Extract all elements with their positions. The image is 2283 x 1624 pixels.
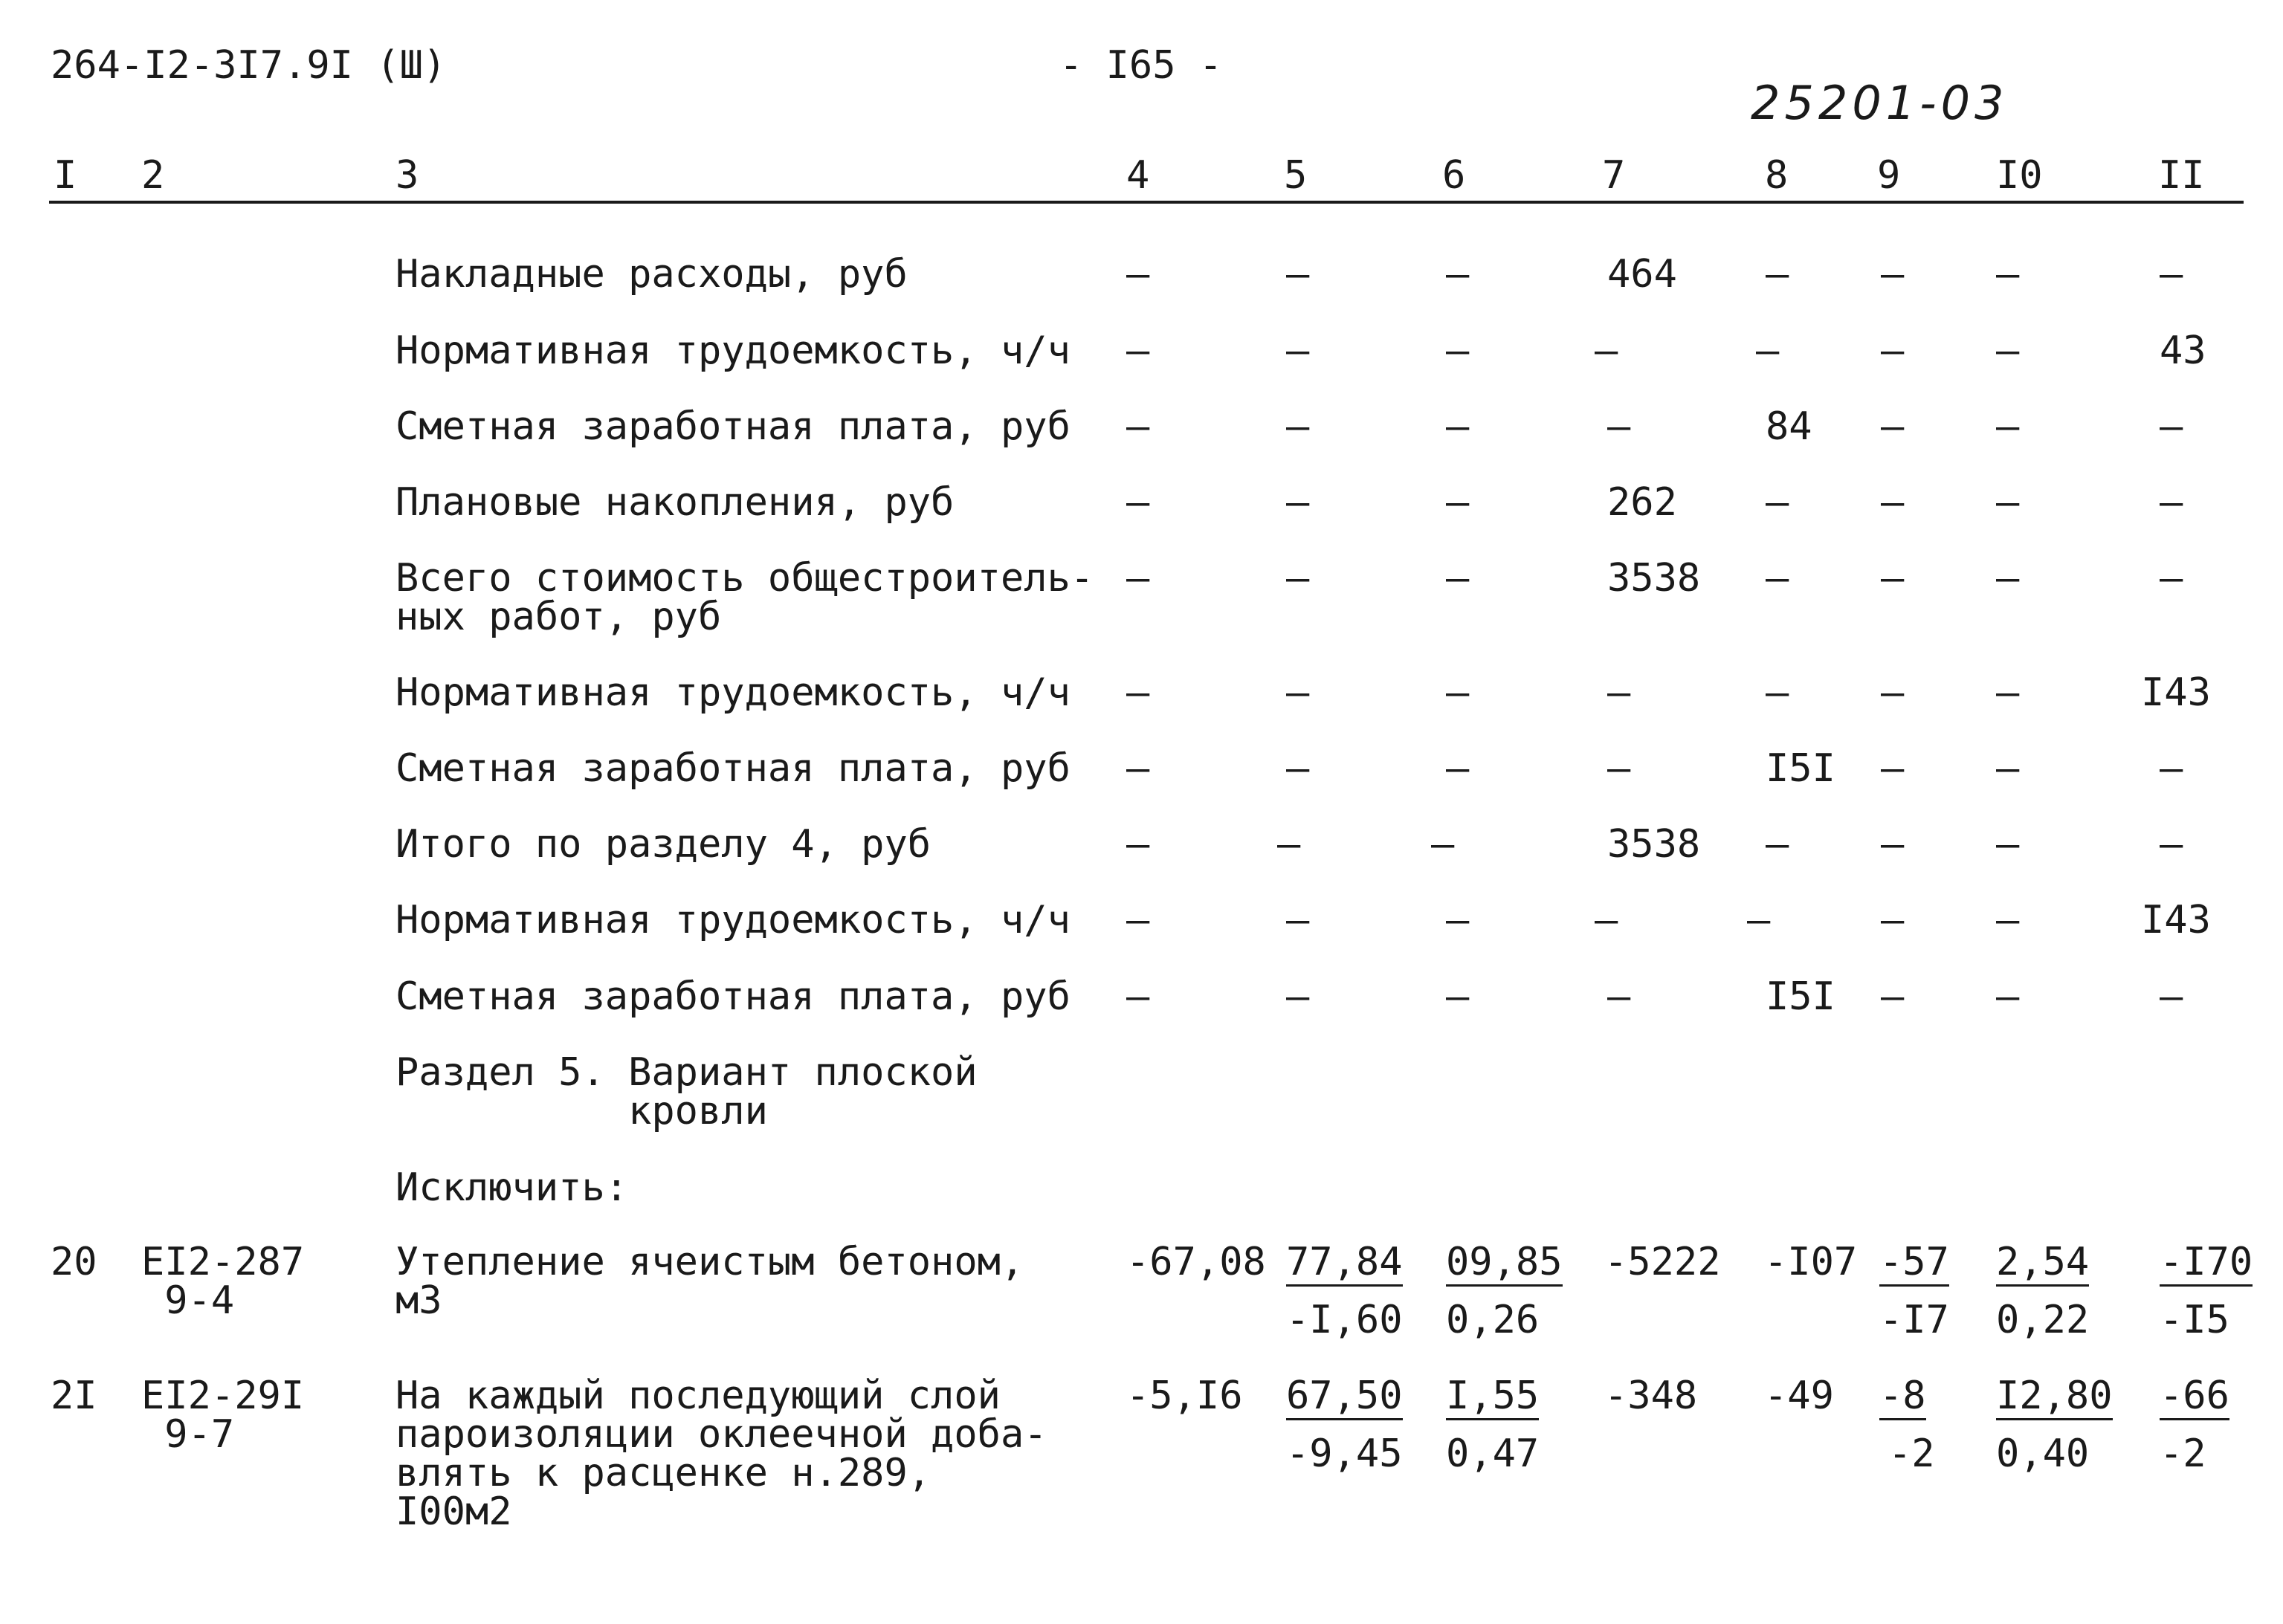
column-header-5: 5 bbox=[1284, 153, 1308, 198]
row-description: Сметная заработная плата, руб bbox=[395, 746, 1071, 791]
column-header-8: 8 bbox=[1765, 153, 1789, 198]
cell-col6: – bbox=[1431, 822, 1455, 867]
cell-col11-bottom: -I5 bbox=[2160, 1298, 2229, 1342]
cell-col6: – bbox=[1446, 404, 1470, 449]
exclude-label: Исключить: bbox=[395, 1165, 629, 1210]
cell-col7: – bbox=[1607, 746, 1631, 791]
column-header-6: 6 bbox=[1442, 153, 1466, 198]
cell-col9: – bbox=[1881, 252, 1905, 297]
row-description: Нормативная трудоемкость, ч/ч bbox=[395, 898, 1071, 942]
cell-col5: – bbox=[1286, 252, 1310, 297]
cell-col8: 84 bbox=[1766, 404, 1812, 449]
cell-col5: – bbox=[1286, 480, 1310, 525]
cell-col9-top: -57 bbox=[1879, 1243, 1949, 1287]
cell-col4: – bbox=[1126, 252, 1150, 297]
item-code: ЕI2-29I 9-7 bbox=[141, 1374, 305, 1457]
cell-col8: I5I bbox=[1766, 746, 1835, 791]
cell-col5-bottom: -I,60 bbox=[1286, 1298, 1403, 1342]
cell-col6: – bbox=[1446, 556, 1470, 601]
cell-col5: – bbox=[1286, 974, 1310, 1019]
cell-col9: – bbox=[1881, 404, 1905, 449]
cell-col5: – bbox=[1286, 670, 1310, 715]
cell-col11: – bbox=[2160, 822, 2183, 867]
cell-col10: – bbox=[1996, 822, 2020, 867]
cell-col6-top: 09,85 bbox=[1446, 1243, 1563, 1287]
row-description: Итого по разделу 4, руб bbox=[395, 822, 931, 867]
cell-col5-top: 77,84 bbox=[1286, 1243, 1403, 1287]
row-description: Сметная заработная плата, руб bbox=[395, 404, 1071, 449]
cell-col4: – bbox=[1126, 329, 1150, 373]
cell-col4: -67,08 bbox=[1126, 1240, 1266, 1284]
cell-col8: – bbox=[1756, 329, 1780, 373]
section-title: Раздел 5. Вариант плоской кровли bbox=[395, 1050, 978, 1133]
row-description: Нормативная трудоемкость, ч/ч bbox=[395, 329, 1071, 373]
cell-col11: – bbox=[2160, 480, 2183, 525]
cell-col10: – bbox=[1996, 252, 2020, 297]
cell-col9-top: -8 bbox=[1879, 1376, 1926, 1420]
cell-col6: – bbox=[1446, 746, 1470, 791]
cell-col10: – bbox=[1996, 404, 2020, 449]
cell-col8: -I07 bbox=[1764, 1240, 1858, 1284]
column-header-11: II bbox=[2158, 153, 2205, 198]
cell-col4: – bbox=[1126, 480, 1150, 525]
cell-col6-top: I,55 bbox=[1446, 1376, 1539, 1420]
cell-col11-top: -66 bbox=[2160, 1376, 2229, 1420]
cell-col7: -348 bbox=[1604, 1374, 1698, 1418]
cell-col4: – bbox=[1126, 404, 1150, 449]
cell-col8: – bbox=[1766, 670, 1789, 715]
document-code: 264-I2-3I7.9I (Ш) bbox=[51, 43, 447, 88]
row-description: Всего стоимость общестроитель- ных работ, руб bbox=[395, 556, 1094, 639]
cell-col10: – bbox=[1996, 329, 2020, 373]
cell-col10-bottom: 0,22 bbox=[1996, 1298, 2090, 1342]
cell-col5: – bbox=[1286, 746, 1310, 791]
cell-col10: – bbox=[1996, 746, 2020, 791]
cell-col10: – bbox=[1996, 974, 2020, 1019]
cell-col11: – bbox=[2160, 556, 2183, 601]
cell-col9: – bbox=[1881, 746, 1905, 791]
handwritten-stamp: 25201-03 bbox=[1751, 76, 2009, 130]
cell-col4: – bbox=[1126, 670, 1150, 715]
cell-col5: – bbox=[1277, 822, 1301, 867]
cell-col10: – bbox=[1996, 556, 2020, 601]
cell-col8: – bbox=[1766, 556, 1789, 601]
row-description: Нормативная трудоемкость, ч/ч bbox=[395, 670, 1071, 715]
cell-col11-top: -I70 bbox=[2160, 1243, 2253, 1287]
cell-col7: – bbox=[1595, 329, 1618, 373]
cell-col11: – bbox=[2160, 404, 2183, 449]
row-description: Плановые накопления, руб bbox=[395, 480, 955, 525]
cell-col9-bottom: -2 bbox=[1888, 1431, 1935, 1476]
page-number: - I65 - bbox=[1059, 43, 1223, 88]
cell-col7: – bbox=[1607, 670, 1631, 715]
cell-col8: – bbox=[1766, 480, 1789, 525]
cell-col5: – bbox=[1286, 898, 1310, 942]
item-number: 20 bbox=[51, 1240, 97, 1284]
column-header-7: 7 bbox=[1602, 153, 1626, 198]
cell-col8: – bbox=[1766, 252, 1789, 297]
cell-col4: – bbox=[1126, 556, 1150, 601]
cell-col10-top: I2,80 bbox=[1996, 1376, 2113, 1420]
cell-col4: – bbox=[1126, 746, 1150, 791]
column-header-1: I bbox=[54, 153, 77, 198]
cell-col9: – bbox=[1881, 480, 1905, 525]
cell-col9: – bbox=[1881, 670, 1905, 715]
cell-col5-bottom: -9,45 bbox=[1286, 1431, 1403, 1476]
cell-col7: 464 bbox=[1607, 252, 1677, 297]
column-header-9: 9 bbox=[1877, 153, 1901, 198]
cell-col6: – bbox=[1446, 480, 1470, 525]
cell-col11: – bbox=[2160, 746, 2183, 791]
cell-col6: – bbox=[1446, 974, 1470, 1019]
cell-col7: – bbox=[1607, 974, 1631, 1019]
cell-col4: – bbox=[1126, 974, 1150, 1019]
cell-col6: – bbox=[1446, 670, 1470, 715]
cell-col9: – bbox=[1881, 898, 1905, 942]
cell-col11: – bbox=[2160, 974, 2183, 1019]
column-header-2: 2 bbox=[141, 153, 165, 198]
cell-col10: – bbox=[1996, 898, 2020, 942]
cell-col9: – bbox=[1881, 329, 1905, 373]
cell-col11: I43 bbox=[2141, 898, 2211, 942]
cell-col6: – bbox=[1446, 252, 1470, 297]
item-description: Утепление ячеистым бетоном, м3 bbox=[395, 1240, 1024, 1323]
cell-col7: -5222 bbox=[1604, 1240, 1721, 1284]
cell-col10: – bbox=[1996, 480, 2020, 525]
cell-col6-bottom: 0,47 bbox=[1446, 1431, 1540, 1476]
cell-col7: – bbox=[1595, 898, 1618, 942]
cell-col10-top: 2,54 bbox=[1996, 1243, 2089, 1287]
cell-col11: 43 bbox=[2160, 329, 2206, 373]
header-rule bbox=[49, 201, 2244, 204]
cell-col8: – bbox=[1747, 898, 1771, 942]
column-header-3: 3 bbox=[395, 153, 419, 198]
cell-col8: -49 bbox=[1764, 1374, 1834, 1418]
item-code: ЕI2-287 9-4 bbox=[141, 1240, 305, 1323]
cell-col9: – bbox=[1881, 556, 1905, 601]
item-description: На каждый последующий слой пароизоляции оклеечной доба- влять к расценке н.289, I00м2 bbox=[395, 1374, 1047, 1534]
cell-col5-top: 67,50 bbox=[1286, 1376, 1403, 1420]
cell-col4: – bbox=[1126, 822, 1150, 867]
row-description: Накладные расходы, руб bbox=[395, 252, 908, 297]
cell-col8: I5I bbox=[1766, 974, 1835, 1019]
cell-col9: – bbox=[1881, 974, 1905, 1019]
cell-col7: 262 bbox=[1607, 480, 1677, 525]
row-description: Сметная заработная плата, руб bbox=[395, 974, 1071, 1019]
cell-col6: – bbox=[1446, 329, 1470, 373]
item-number: 2I bbox=[51, 1374, 97, 1418]
column-header-10: I0 bbox=[1996, 153, 2043, 198]
cell-col8: – bbox=[1766, 822, 1789, 867]
cell-col11: – bbox=[2160, 252, 2183, 297]
cell-col6: – bbox=[1446, 898, 1470, 942]
cell-col7: 3538 bbox=[1607, 556, 1701, 601]
cell-col4: – bbox=[1126, 898, 1150, 942]
cell-col5: – bbox=[1286, 329, 1310, 373]
cell-col4: -5,I6 bbox=[1126, 1374, 1243, 1418]
cell-col11-bottom: -2 bbox=[2160, 1431, 2206, 1476]
cell-col5: – bbox=[1286, 556, 1310, 601]
cell-col9-bottom: -I7 bbox=[1879, 1298, 1949, 1342]
cell-col10: – bbox=[1996, 670, 2020, 715]
column-header-4: 4 bbox=[1126, 153, 1150, 198]
cell-col5: – bbox=[1286, 404, 1310, 449]
cell-col6-bottom: 0,26 bbox=[1446, 1298, 1540, 1342]
cell-col9: – bbox=[1881, 822, 1905, 867]
cell-col11: I43 bbox=[2141, 670, 2211, 715]
cell-col7: – bbox=[1607, 404, 1631, 449]
cell-col7: 3538 bbox=[1607, 822, 1701, 867]
cell-col10-bottom: 0,40 bbox=[1996, 1431, 2090, 1476]
